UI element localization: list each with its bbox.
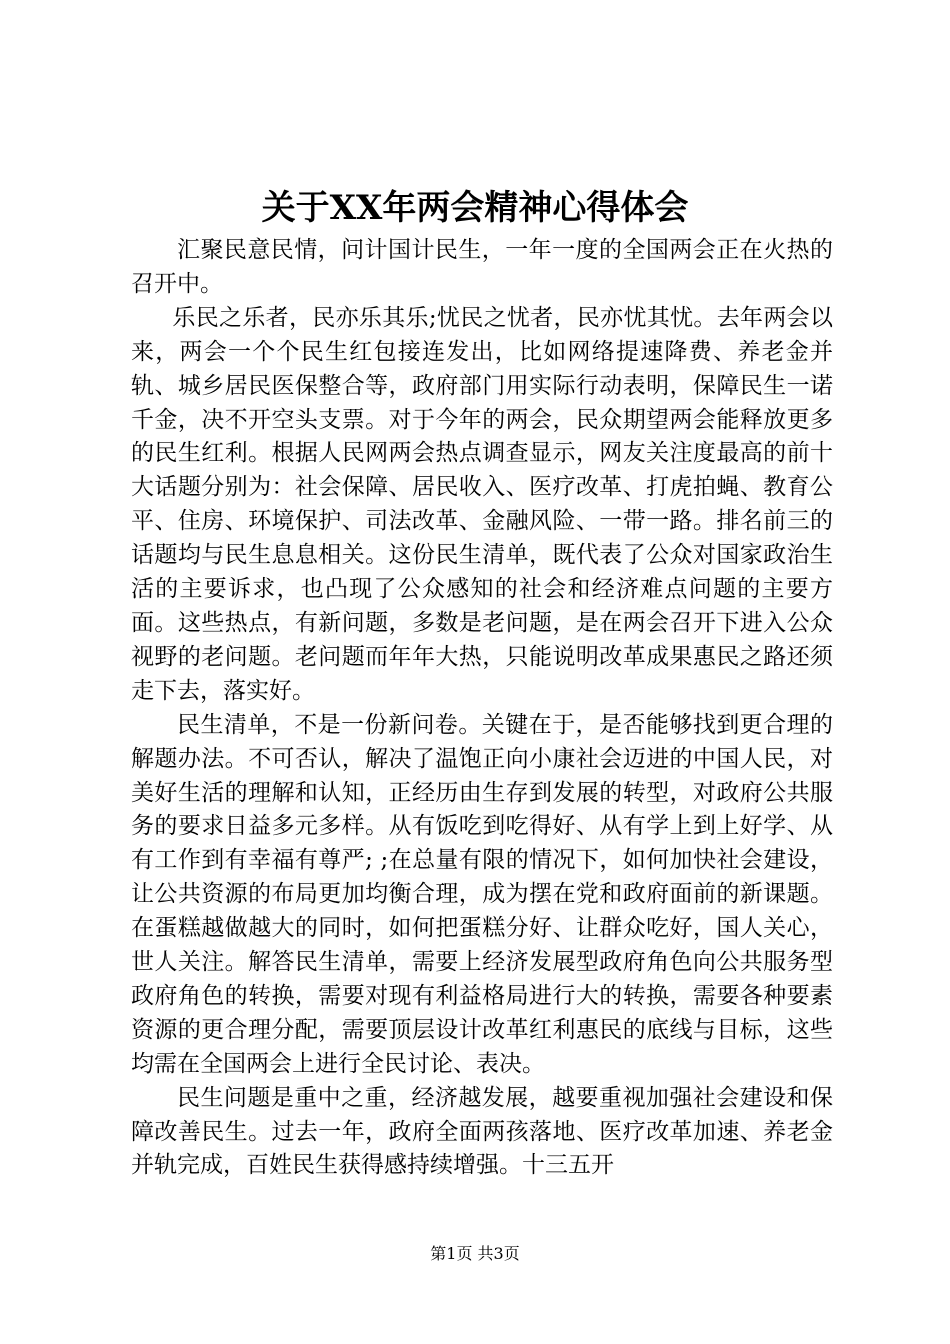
paragraph-4: 民生问题是重中之重，经济越发展，越要重视加强社会建设和保障改善民生。过去一年，政府全面两孩落地、医疗改革加速、养老金并轨完成，百姓民生获得感持续增强。十三五开 — [131, 1084, 833, 1179]
paragraph-3: 民生清单，不是一份新问卷。关键在于，是否能够找到更合理的解题办法。不可否认，解决了温饱正向小康社会迈进的中国人民，对美好生活的理解和认知，正经历由生存到发展的转型，对政府公共服务的要求日益多元多样。从有饭吃到吃得好、从有学上到上好学、从有工作到有幸福有尊严; ;在总量有限的情况下，如何加快社会建设，让公共资源的布局更加均衡合理，成为摆在党和政府面前的新课题。在蛋糕越做越大的同时，如何把蛋糕分好、让群众吃好，国人关心，世人关注。解答民生清单，需要上经济发展型政府角色向公共服务型政府角色的转换，需要对现有利益格局进行大的转换，需要各种要素资源的更合理分配，需要顶层设计改革红利惠民的底线与目标，这些均需在全国两会上进行全民讨论、表决。 — [131, 711, 833, 1077]
paragraph-2: 乐民之乐者，民亦乐其乐;忧民之忧者，民亦忧其忧。去年两会以来，两会一个个民生红包接连发出，比如网络提速降费、养老金并轨、城乡居民医保整合等，政府部门用实际行动表明，保障民生一诺千金，决不开空头支票。对于今年的两会，民众期望两会能释放更多的民生红利。根据人民网两会热点调查显示，网友关注度最高的前十大话题分别为：社会保障、居民收入、医疗改革、打虎拍蝇、教育公平、住房、环境保护、司法改革、金融风险、一带一路。排名前三的话题均与民生息息相关。这份民生清单，既代表了公众对国家政治生活的主要诉求，也凸现了公众感知的社会和经济难点问题的主要方面。这些热点，有新问题，多数是老问题，是在两会召开下进入公众视野的老问题。老问题而年年大热，只能说明改革成果惠民之路还须走下去，落实好。 — [131, 304, 833, 704]
paragraph-1: 汇聚民意民情，问计国计民生，一年一度的全国两会正在火热的召开中。 — [131, 237, 833, 297]
page-number: 第1页 — [430, 1244, 473, 1263]
page-total: 共3页 — [477, 1244, 520, 1263]
document-body — [131, 234, 833, 1183]
document-title: 关于XX年两会精神心得体会 — [261, 188, 689, 228]
page-footer — [0, 1243, 950, 1265]
